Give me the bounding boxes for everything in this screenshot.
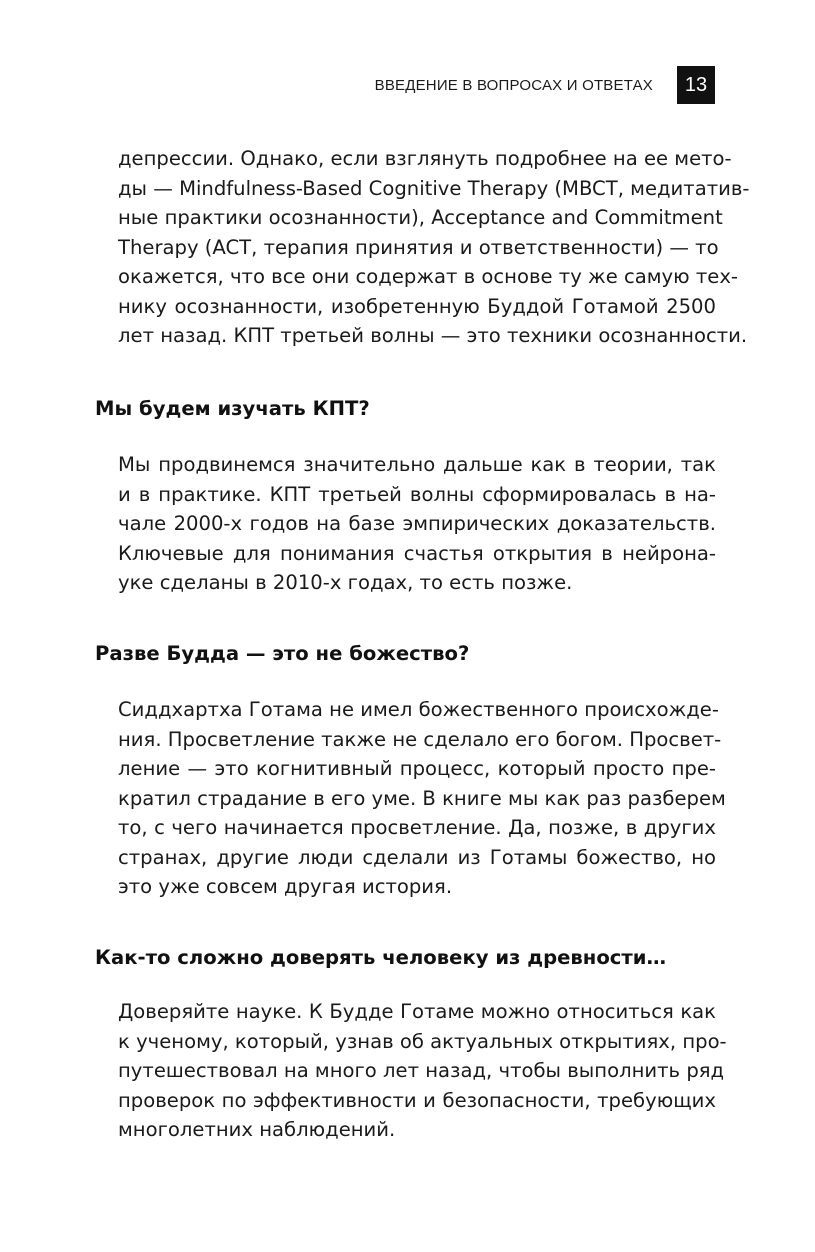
text-line: лет назад. КПТ третьей волны — это техники осознанности. — [118, 324, 748, 347]
text-line: нику осознанности, изобретенную Буддой Готамой 2500 — [118, 294, 716, 318]
text-line: путешествовал на много лет назад, чтобы выполнить ряд — [118, 1059, 725, 1082]
text-line: Мы продвинемся значительно дальше как в теории, так — [118, 453, 716, 476]
text-line: и в практике. КПТ третьей волны сформировалась в на- — [118, 482, 716, 506]
text-line: ды — Mindfulness-Based Cognitive Therapy (MBCT, медитатив- — [118, 176, 750, 200]
text-line: депрессии. Однако, если взглянуть подробнее на ее мето- — [118, 147, 732, 170]
text-line: чале 2000-х годов на базе эмпирических доказательств. — [118, 512, 716, 535]
text-line: это уже совсем другая история. — [118, 875, 453, 898]
running-title: ВВЕДЕНИЕ В ВОПРОСАХ И ОТВЕТАХ — [374, 76, 653, 94]
text-line: то, с чего начинается просветление. Да, позже, в других — [118, 816, 716, 839]
text-line: ление — это когнитивный процесс, который просто пре- — [118, 757, 716, 780]
text-line: окажется, что все они содержат в основе ту же самую тех- — [118, 265, 738, 288]
text-line: странах, другие люди сделали из Готамы божество, но — [118, 845, 716, 869]
running-header — [375, 66, 715, 104]
text-line: к ученому, который, узнав об актуальных открытиях, про- — [118, 1029, 727, 1053]
text-line: Ключевые для понимания счастья открытия в нейрона- — [118, 541, 716, 565]
question-heading: Разве Будда — это не божество? — [95, 642, 470, 665]
text-line: уке сделаны в 2010-х годах, то есть позже. — [118, 571, 573, 594]
text-line: Therapy (ACT, терапия принятия и ответственности) — то — [118, 235, 719, 259]
page-number: 13 — [677, 66, 715, 104]
text-line: Доверяйте науке. К Будде Готаме можно относиться как — [118, 1000, 716, 1023]
answer-paragraph — [118, 450, 716, 598]
text-line: ния. Просветление также не сделало его богом. Просвет- — [118, 727, 722, 751]
question-heading: Мы будем изучать КПТ? — [95, 397, 370, 420]
text-line: многолетних наблюдений. — [118, 1118, 396, 1141]
paragraph-continuation — [118, 144, 750, 351]
text-line: проверок по эффективности и безопасности, требующих — [118, 1088, 716, 1112]
answer-paragraph — [118, 997, 727, 1145]
text-line: ные практики осознанности), Acceptance and Commitment — [118, 206, 723, 229]
text-line: кратил страдание в его уме. В книге мы как раз разберем — [118, 786, 726, 810]
question-heading: Как-то сложно доверять человеку из древности… — [95, 946, 667, 969]
text-line: Сиддхартха Готама не имел божественного происхожде- — [118, 698, 719, 721]
answer-paragraph — [118, 695, 726, 902]
